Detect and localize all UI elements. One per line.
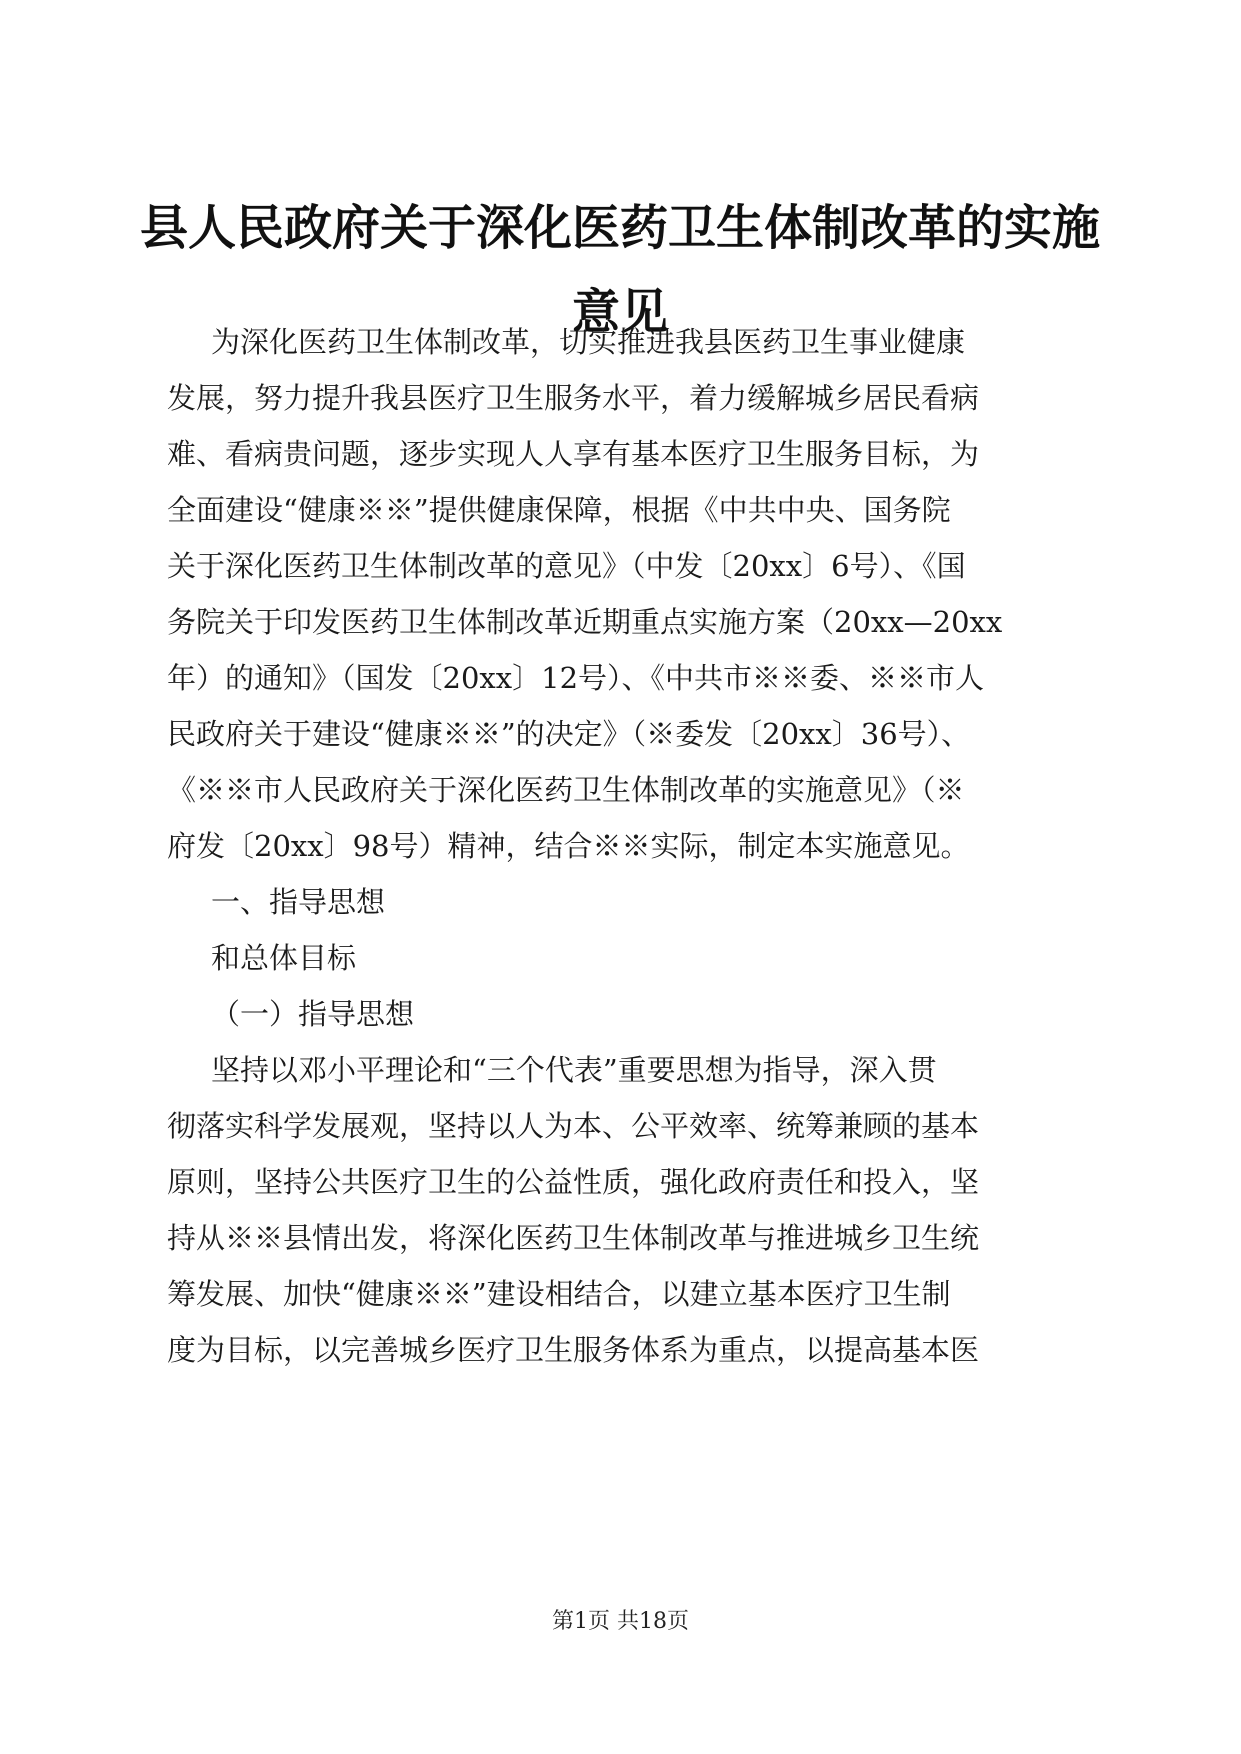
paragraph-1-line-5: 关于深化医药卫生体制改革的意见》（中发〔20xx〕6号）、《国 bbox=[167, 549, 966, 583]
paragraph-2-line-1: 坚持以邓小平理论和“三个代表”重要思想为指导，深入贯 bbox=[211, 1053, 937, 1087]
paragraph-1-line-8: 民政府关于建设“健康※※”的决定》（※委发〔20xx〕36号）、 bbox=[167, 717, 971, 751]
paragraph-1-line-6: 务院关于印发医药卫生体制改革近期重点实施方案（20xx—20xx bbox=[167, 605, 1003, 639]
paragraph-2-line-5: 筹发展、加快“健康※※”建设相结合，以建立基本医疗卫生制 bbox=[167, 1277, 951, 1311]
paragraph-2-line-3: 原则，坚持公共医疗卫生的公益性质，强化政府责任和投入，坚 bbox=[167, 1165, 980, 1199]
page-indicator: 第1页 共18页 bbox=[552, 1609, 689, 1634]
paragraph-1-line-9: 《※※市人民政府关于深化医药卫生体制改革的实施意见》（※ bbox=[167, 773, 965, 807]
subsection-heading-1: （一）指导思想 bbox=[211, 997, 415, 1031]
paragraph-2-line-2: 彻落实科学发展观，坚持以人为本、公平效率、统筹兼顾的基本 bbox=[167, 1109, 980, 1143]
paragraph-2-line-4: 持从※※县情出发，将深化医药卫生体制改革与推进城乡卫生统 bbox=[167, 1221, 980, 1255]
section-heading-1: 一、指导思想 bbox=[211, 885, 386, 919]
document-title-line-1: 县人民政府关于深化医药卫生体制改革的实施 bbox=[140, 200, 1101, 256]
paragraph-1-line-4: 全面建设“健康※※”提供健康保障，根据《中共中央、国务院 bbox=[167, 493, 951, 527]
paragraph-1-line-1: 为深化医药卫生体制改革，切实推进我县医药卫生事业健康 bbox=[211, 325, 966, 359]
section-heading-1-continued: 和总体目标 bbox=[211, 941, 357, 975]
paragraph-1-line-2: 发展，努力提升我县医疗卫生服务水平，着力缓解城乡居民看病 bbox=[167, 381, 980, 415]
document-title-line-2: 意见 bbox=[571, 284, 668, 340]
paragraph-1-line-3: 难、看病贵问题，逐步实现人人享有基本医疗卫生服务目标，为 bbox=[167, 437, 980, 471]
paragraph-2-line-6: 度为目标，以完善城乡医疗卫生服务体系为重点，以提高基本医 bbox=[167, 1333, 980, 1367]
paragraph-1-line-7: 年）的通知》（国发〔20xx〕12号）、《中共市※※委、※※市人 bbox=[167, 661, 985, 695]
paragraph-1-line-10: 府发〔20xx〕98号）精神，结合※※实际，制定本实施意见。 bbox=[167, 829, 970, 863]
